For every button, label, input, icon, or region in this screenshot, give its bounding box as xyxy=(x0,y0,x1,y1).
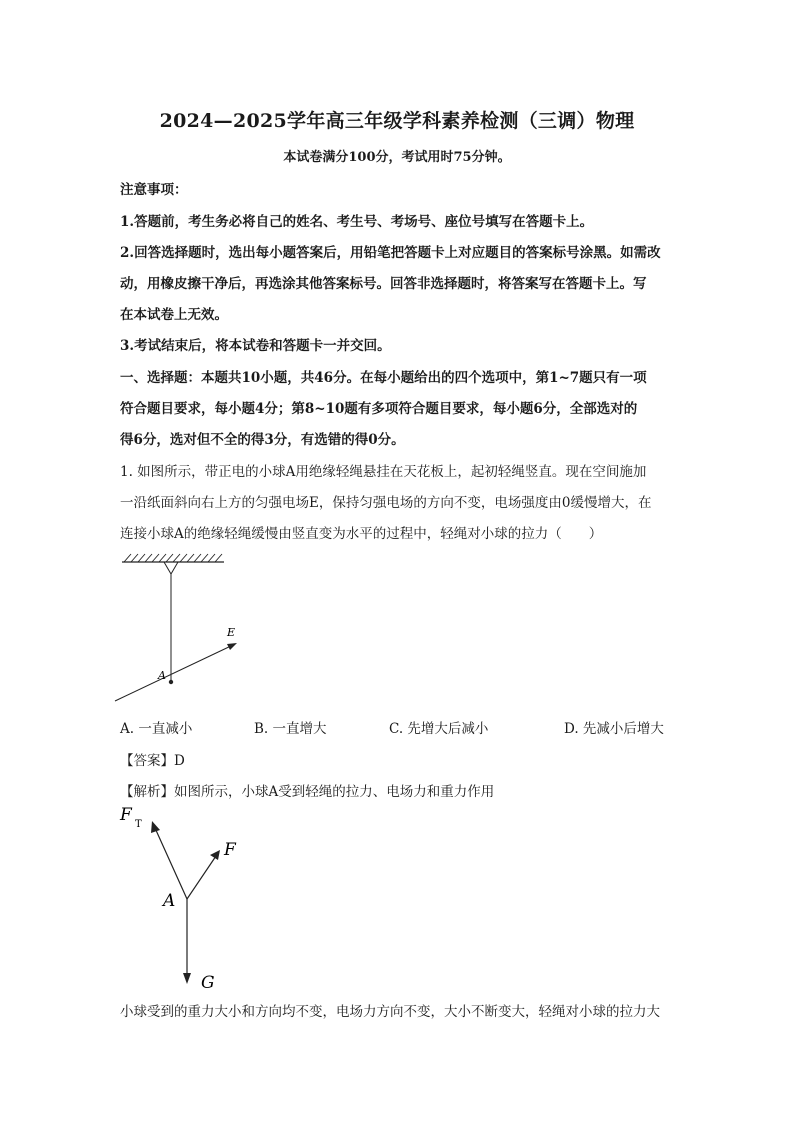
option-a[interactable]: A. 一直减小 xyxy=(120,721,193,737)
field-arrowhead xyxy=(227,643,237,650)
ball-a xyxy=(169,680,173,684)
question-1-line-3: 连接小球A的绝缘轻绳缓慢由竖直变为水平的过程中，轻绳对小球的拉力（ ） xyxy=(120,526,603,542)
label-f: F xyxy=(224,840,236,860)
notice-item-3: 3.考试结束后，将本试卷和答题卡一并交回。 xyxy=(120,338,391,354)
option-b[interactable]: B. 一直增大 xyxy=(254,721,327,737)
analysis-tag: 【解析】 xyxy=(120,784,174,800)
analysis-text: 如图所示，小球A受到轻绳的拉力、电场力和重力作用 xyxy=(174,784,495,800)
section-1-line-3: 得6分，选对但不全的得3分，有选错的得0分。 xyxy=(120,432,405,448)
question-1-line-2: 一沿纸面斜向右上方的匀强电场E，保持匀强电场的方向不变，电场强度由0缓慢增大，在 xyxy=(120,495,652,511)
gravity-arrowhead xyxy=(183,973,191,984)
tension-vector xyxy=(155,828,187,899)
section-1-line-2: 符合题目要求，每小题4分；第8~10题有多项符合题目要求，每小题6分，全部选对的 xyxy=(120,401,638,417)
question-1-line-1: 1. 如图所示，带正电的小球A用绝缘轻绳悬挂在天花板上，起初轻绳竖直。现在空间施加 xyxy=(120,464,647,480)
section-1-line-1: 一、选择题：本题共10小题，共46分。在每小题给出的四个选项中，第1~7题只有一项 xyxy=(120,370,647,386)
notice-heading: 注意事项： xyxy=(120,182,188,198)
option-d[interactable]: D. 先减小后增大 xyxy=(564,721,664,737)
notice-item-1: 1.答题前，考生务必将自己的姓名、考生号、考场号、座位号填写在答题卡上。 xyxy=(120,214,594,230)
label-t-subscript: T xyxy=(135,819,142,830)
label-a: A xyxy=(158,669,166,682)
label-e: E xyxy=(227,626,236,639)
notice-item-2-line-2: 动，用橡皮擦干净后，再选涂其他答案标号。回答非选择题时，将答案写在答题卡上。写 xyxy=(120,276,647,292)
notice-item-2-line-1: 2.回答选择题时，选出每小题答案后，用铅笔把答题卡上对应题目的答案标号涂黑。如需改 xyxy=(120,245,661,261)
field-force-vector xyxy=(187,856,216,899)
force-diagram xyxy=(112,800,262,995)
analysis-last-line: 小球受到的重力大小和方向均不变，电场力方向不变，大小不断变大，轻绳对小球的拉力大 xyxy=(120,1004,660,1020)
tension-arrowhead xyxy=(151,821,160,833)
answer-tag: 【答案】 xyxy=(120,753,174,769)
field-line xyxy=(115,645,233,701)
answer-line xyxy=(120,749,185,769)
label-g: G xyxy=(201,973,215,993)
option-c[interactable]: C. 先增大后减小 xyxy=(389,721,489,737)
hook xyxy=(164,562,178,574)
label-ft: F xyxy=(120,805,132,825)
analysis-line xyxy=(120,780,494,800)
answer-value: D xyxy=(174,753,185,769)
exam-subtitle: 本试卷满分100分，考试用时75分钟。 xyxy=(283,150,511,165)
ceiling-hatch xyxy=(124,554,222,562)
label-a: A xyxy=(163,891,176,911)
notice-item-2-line-3: 在本试卷上无效。 xyxy=(120,307,228,323)
page-title: 2024—2025学年高三年级学科素养检测（三调）物理 xyxy=(159,110,635,132)
question-1-figure xyxy=(112,548,252,708)
